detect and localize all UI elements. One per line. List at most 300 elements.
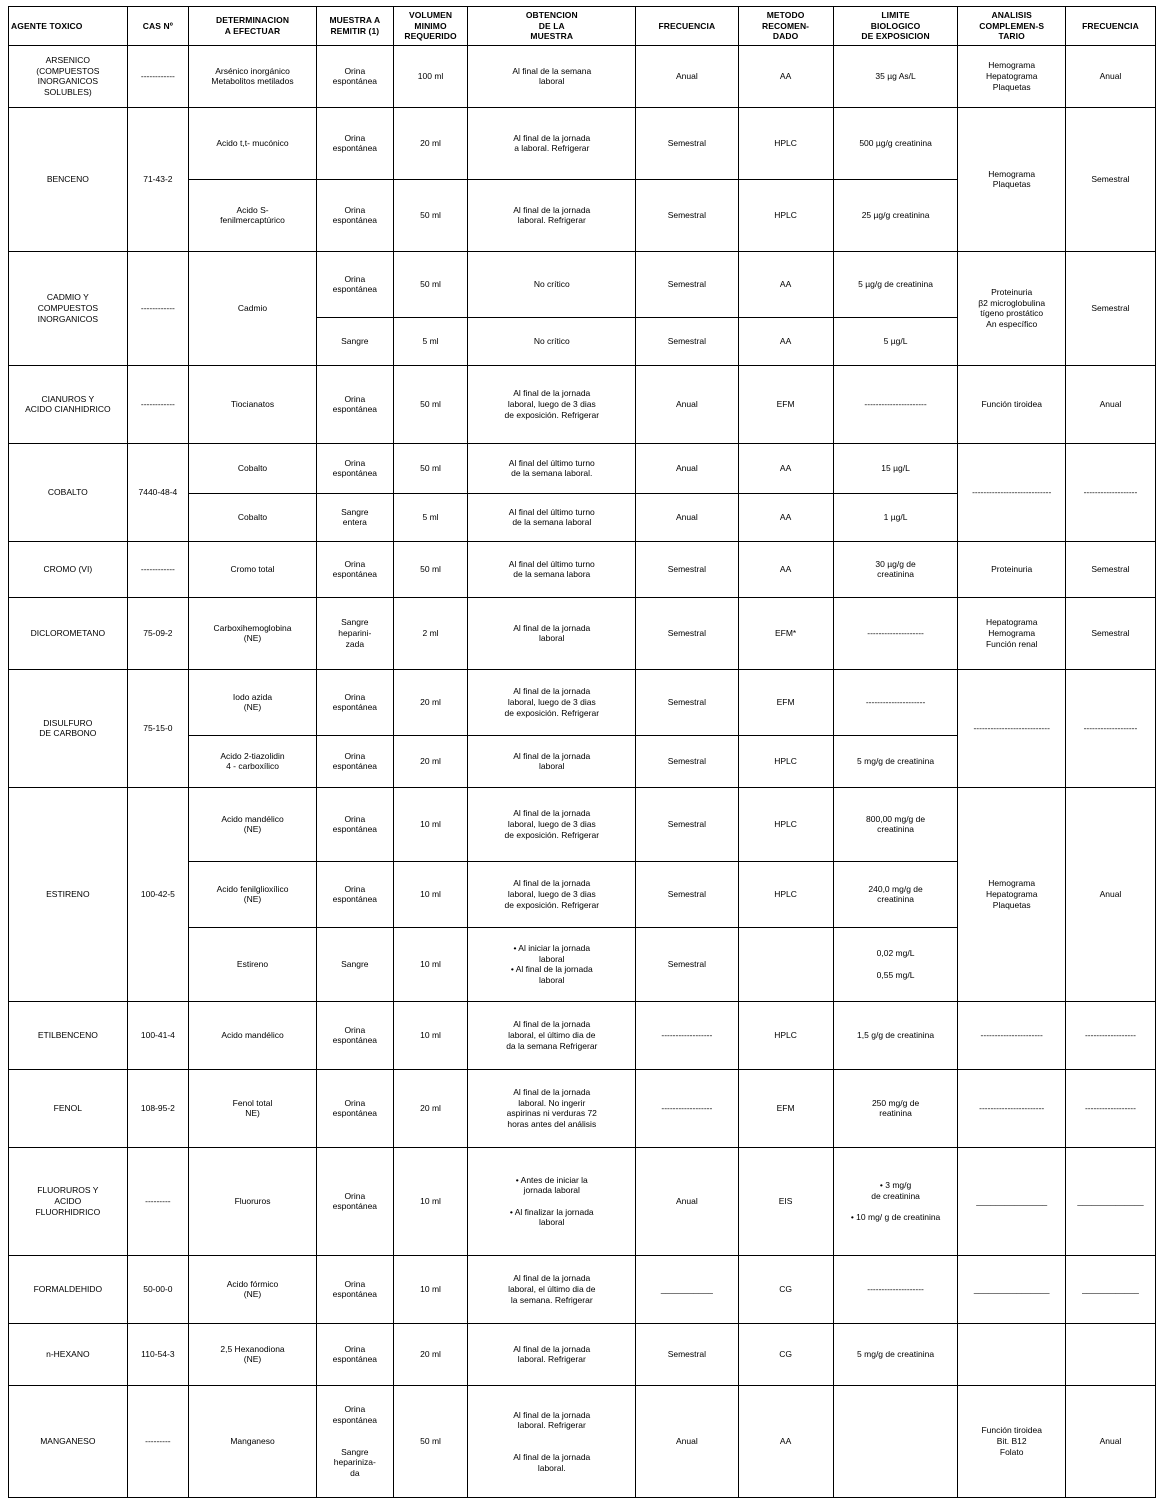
- text-line: Al final de la jornada: [513, 1409, 591, 1420]
- text-line: 2 ml: [422, 628, 439, 639]
- text-line: Anual: [1099, 1436, 1122, 1447]
- cell-limite-biologico: [833, 541, 958, 597]
- text-line: COMPUESTOS: [37, 303, 98, 314]
- cell-determinacion: [189, 597, 317, 669]
- text-line: 20 ml: [420, 756, 441, 767]
- cell-frecuencia-2: [1065, 443, 1155, 541]
- cell-metodo: [738, 735, 833, 787]
- text-line: Semestral: [1091, 628, 1130, 639]
- text-line: n-HEXANO: [46, 1349, 90, 1360]
- cell-limite-biologico: [833, 1385, 958, 1497]
- text-line: de exposición. Refrigerar: [504, 899, 600, 910]
- table-body: [9, 45, 1156, 1497]
- cell-agente-toxico: [9, 1255, 128, 1323]
- cell-muestra: [316, 597, 393, 669]
- column-header-frecuencia: [636, 7, 738, 46]
- text-line: creatinina: [877, 824, 914, 835]
- text-line: Orina: [344, 1097, 366, 1108]
- cell-metodo: [738, 1147, 833, 1255]
- cell-volumen: [393, 365, 468, 443]
- text-line: de exposición. Refrigerar: [504, 707, 600, 718]
- cell-frecuencia-2: [1065, 1001, 1155, 1069]
- text-line: AA: [779, 512, 792, 523]
- text-line: A EFECTUAR: [224, 25, 281, 36]
- cell-limite-biologico: [833, 1255, 958, 1323]
- cell-volumen: [393, 1001, 468, 1069]
- text-line: HPLC: [774, 819, 797, 830]
- text-line: ----------------------: [980, 1030, 1043, 1041]
- cell-cas: 108-95-2: [127, 1069, 188, 1147]
- cell-limite-biologico: [833, 927, 958, 1001]
- text-line: horas antes del análisis: [507, 1119, 597, 1129]
- text-line: DICLOROMETANO: [30, 628, 106, 639]
- cell-limite-biologico: [833, 735, 958, 787]
- text-line: Semestral: [1091, 564, 1130, 575]
- text-line: 50 ml: [420, 463, 441, 474]
- text-line: HPLC: [774, 1030, 797, 1041]
- text-line: Anual: [675, 1196, 698, 1207]
- table-row: [9, 787, 1156, 861]
- text-line: (NE): [243, 633, 262, 644]
- text-line: FENOL: [53, 1103, 83, 1114]
- table-row: [9, 251, 1156, 317]
- text-line: laboral, el último dia de: [508, 1030, 596, 1041]
- text-line: Al final de la jornada: [513, 1019, 591, 1030]
- text-line: espontánea: [332, 1201, 378, 1212]
- table-row: [9, 1323, 1156, 1385]
- cell-obtencion: [468, 1001, 636, 1069]
- text-line: FORMALDEHIDO: [33, 1284, 103, 1295]
- text-line: SOLUBLES): [43, 87, 92, 97]
- text-line: 5 mg/g de creatinina: [857, 1349, 935, 1360]
- text-line: laboral, luego de 3 dias: [507, 697, 596, 708]
- text-line: 10 ml: [420, 959, 441, 970]
- text-line: 35 µg As/L: [875, 71, 916, 82]
- text-line: Acido fórmico: [226, 1278, 279, 1289]
- text-line: Al final de la jornada: [513, 1343, 591, 1354]
- text-line: 5 µg/L: [883, 336, 908, 347]
- cell-frecuencia: [636, 251, 738, 317]
- text-line: Semestral: [1091, 303, 1130, 314]
- cell-frecuencia-2: [1065, 1069, 1155, 1147]
- cell-metodo: [738, 493, 833, 541]
- cell-limite-biologico: [833, 251, 958, 317]
- cell-volumen: [393, 1255, 468, 1323]
- cell-cas: 75-15-0: [127, 669, 188, 787]
- cell-frecuencia: [636, 735, 738, 787]
- text-line: Proteinuria: [991, 287, 1033, 298]
- cell-cas: ---------: [127, 1147, 188, 1255]
- text-line: de la semana laboral: [512, 517, 592, 528]
- text-line: Estireno: [236, 959, 269, 970]
- text-line: FLUORHIDRICO: [35, 1206, 101, 1217]
- text-line: • Antes de iniciar la: [515, 1174, 588, 1185]
- text-line: 10 ml: [420, 889, 441, 900]
- text-line: Acido mandélico: [221, 813, 284, 824]
- cell-metodo: [738, 1001, 833, 1069]
- cell-determinacion: [189, 927, 317, 1001]
- text-line: ____________: [1082, 1284, 1139, 1295]
- text-line: DETERMINACION: [215, 15, 290, 26]
- cell-determinacion: [189, 1323, 317, 1385]
- text-line: • 3 mg/g: [879, 1180, 912, 1191]
- text-line: REMITIR (1): [330, 25, 380, 36]
- text-line: OBTENCION: [525, 10, 578, 20]
- text-line: ANALISIS: [991, 10, 1032, 20]
- cell-frecuencia: [636, 927, 738, 1001]
- cell-cas: 110-54-3: [127, 1323, 188, 1385]
- cell-obtencion: [468, 541, 636, 597]
- text-line: 10 ml: [420, 1030, 441, 1041]
- text-line: AA: [779, 336, 792, 347]
- text-line: Cobalto: [237, 512, 268, 523]
- text-line: Orina: [344, 813, 366, 824]
- text-line: LIMITE: [881, 10, 910, 20]
- cell-agente-toxico: [9, 365, 128, 443]
- table-row: [9, 1147, 1156, 1255]
- text-line: Semestral: [667, 564, 706, 575]
- cell-agente-toxico: [9, 443, 128, 541]
- text-line: 5 µg/g de creatinina: [858, 279, 933, 290]
- text-line: HPLC: [774, 756, 797, 767]
- cell-limite-biologico: [833, 443, 958, 493]
- text-line: AA: [779, 71, 792, 82]
- text-line: DADO: [772, 31, 799, 42]
- cell-obtencion: [468, 1255, 636, 1323]
- text-line: AA: [779, 564, 792, 575]
- cell-analisis-complementario: [958, 669, 1065, 787]
- cell-determinacion: [189, 1385, 317, 1497]
- text-line: Al final del último turno: [508, 506, 595, 517]
- text-line: creatinina: [877, 894, 914, 905]
- cell-agente-toxico: [9, 1385, 128, 1497]
- text-line: Al final de la jornada: [513, 1452, 591, 1462]
- text-line: entera: [342, 517, 367, 528]
- text-line: Folato: [999, 1446, 1024, 1457]
- column-header-volumen: [393, 7, 468, 46]
- cell-limite-biologico: [833, 45, 958, 107]
- text-line: (NE): [243, 1354, 262, 1365]
- cell-analisis-complementario: [958, 365, 1065, 443]
- text-line: de creatinina: [871, 1190, 920, 1201]
- cell-limite-biologico: [833, 597, 958, 669]
- cell-agente-toxico: [9, 251, 128, 365]
- text-line: Orina: [344, 457, 366, 468]
- cell-volumen: [393, 1323, 468, 1385]
- text-line: de exposición. Refrigerar: [504, 409, 600, 420]
- text-line: CROMO (VI): [43, 564, 93, 575]
- text-line: Orina: [344, 558, 366, 569]
- column-header-metodo: [738, 7, 833, 46]
- text-line: espontánea: [332, 76, 378, 87]
- text-line: Semestral: [1091, 174, 1130, 185]
- text-line: DISULFURO: [43, 717, 93, 728]
- cell-volumen: [393, 927, 468, 1001]
- cell-analisis-complementario: [958, 1147, 1065, 1255]
- cell-limite-biologico: [833, 365, 958, 443]
- column-header-limite-biologico: [833, 7, 958, 46]
- text-line: Sangre: [341, 336, 369, 347]
- cell-volumen: [393, 597, 468, 669]
- cell-obtencion: [468, 787, 636, 861]
- cell-volumen: [393, 251, 468, 317]
- text-line: laboral: [539, 761, 565, 772]
- text-line: (NE): [243, 894, 262, 905]
- cell-obtencion: [468, 1385, 636, 1497]
- cell-cas: 75-09-2: [127, 597, 188, 669]
- cell-frecuencia-2: [1065, 251, 1155, 365]
- text-line: espontánea: [332, 143, 378, 154]
- cell-metodo: [738, 1385, 833, 1497]
- cell-volumen: [393, 787, 468, 861]
- text-line: Al final de la jornada: [513, 808, 591, 819]
- text-line: Iodo azida: [232, 691, 273, 702]
- cell-frecuencia: [636, 107, 738, 179]
- column-header-cas: [127, 7, 188, 46]
- cell-frecuencia: [636, 365, 738, 443]
- cell-analisis-complementario: [958, 1069, 1065, 1147]
- cell-agente-toxico: [9, 597, 128, 669]
- text-line: [470, 1431, 633, 1442]
- cell-limite-biologico: [833, 1323, 958, 1385]
- text-line: [470, 1196, 633, 1207]
- cell-frecuencia: [636, 1385, 738, 1497]
- text-line: Semestral: [667, 210, 706, 221]
- text-line: MUESTRA: [530, 31, 574, 42]
- text-line: EFM: [776, 399, 795, 410]
- cell-determinacion: [189, 541, 317, 597]
- cell-metodo: [738, 927, 833, 1001]
- text-line: Anual: [675, 463, 698, 474]
- text-line: espontánea: [332, 702, 378, 713]
- table-header-row: [9, 7, 1156, 46]
- text-line: (COMPUESTOS: [36, 65, 100, 76]
- text-line: espontánea: [332, 284, 378, 295]
- text-line: Al final de la jornada: [513, 622, 591, 633]
- cell-muestra: [316, 1255, 393, 1323]
- text-line: de la semana labora: [513, 569, 591, 580]
- text-line: hepariniza-: [333, 1457, 376, 1468]
- cell-volumen: [393, 1147, 468, 1255]
- cell-frecuencia: [636, 787, 738, 861]
- cell-volumen: [393, 45, 468, 107]
- cell-frecuencia: [636, 1001, 738, 1069]
- text-line: laboral: [539, 1217, 565, 1228]
- cell-obtencion: [468, 45, 636, 107]
- text-line: AA: [779, 279, 792, 290]
- text-line: ______________: [1077, 1196, 1144, 1207]
- text-line: No crítico: [533, 279, 570, 290]
- cell-analisis-complementario: [958, 1385, 1065, 1497]
- text-line: Orina: [344, 1404, 366, 1415]
- text-line: laboral. No ingerir: [518, 1097, 586, 1108]
- cell-muestra: [316, 787, 393, 861]
- cell-obtencion: [468, 107, 636, 179]
- text-line: heparini-: [338, 628, 372, 639]
- text-line: laboral, luego de 3 dias: [507, 889, 596, 900]
- cell-frecuencia: [636, 443, 738, 493]
- column-header-analisis-complementario: [958, 7, 1065, 46]
- text-line: CIANUROS Y: [41, 393, 95, 404]
- text-line: laboral, el último dia de: [508, 1284, 596, 1295]
- text-line: fenilmercaptúrico: [220, 215, 285, 226]
- text-line: de la semana laboral.: [511, 468, 593, 479]
- cell-muestra: [316, 1001, 393, 1069]
- text-line: reatinina: [879, 1108, 912, 1119]
- text-line: 1,5 g/g de creatinina: [857, 1030, 935, 1041]
- cell-cas: 100-41-4: [127, 1001, 188, 1069]
- text-line: HPLC: [774, 138, 797, 149]
- text-line: DE CARBONO: [39, 728, 97, 739]
- table-row: [9, 1001, 1156, 1069]
- text-line: Orina: [344, 273, 366, 284]
- text-line: Acido t,t- mucónico: [216, 138, 289, 149]
- text-line: Metabolitos metilados: [211, 76, 294, 87]
- cell-cas: 50-00-0: [127, 1255, 188, 1323]
- text-line: Al final de la jornada: [513, 388, 591, 399]
- text-line: laboral.: [537, 1462, 566, 1473]
- cell-frecuencia: [636, 861, 738, 927]
- text-line: Sangre: [341, 959, 369, 970]
- text-line: CG: [779, 1284, 792, 1295]
- cell-analisis-complementario: [958, 1323, 1065, 1385]
- cell-muestra: [316, 1147, 393, 1255]
- text-line: FLUORUROS Y: [37, 1185, 99, 1196]
- cell-volumen: [393, 443, 468, 493]
- text-line: Cobalto: [237, 463, 268, 474]
- text-line: Semestral: [667, 628, 706, 639]
- text-line: Al final de la semana: [512, 65, 592, 76]
- text-line: ------------------: [1084, 1103, 1136, 1114]
- column-header-agente-toxico: [9, 7, 128, 46]
- text-line: Anual: [675, 71, 698, 82]
- text-line: --------------------: [867, 1284, 924, 1295]
- table-row: [9, 1069, 1156, 1147]
- cell-frecuencia-2: [1065, 669, 1155, 787]
- text-line: Semestral: [667, 336, 706, 347]
- text-line: Cadmio: [237, 303, 268, 314]
- text-line: (NE): [243, 1289, 262, 1300]
- cell-metodo: [738, 541, 833, 597]
- cell-muestra: [316, 1385, 393, 1497]
- cell-muestra: [316, 493, 393, 541]
- text-line: Sangre: [341, 1446, 369, 1457]
- text-line: An específico: [986, 319, 1038, 329]
- cell-muestra: [316, 669, 393, 735]
- text-line: Bit. B12: [996, 1436, 1027, 1447]
- text-line: ------------------: [1084, 1030, 1136, 1041]
- text-line: ---------------------------: [973, 723, 1050, 734]
- cell-muestra: [316, 45, 393, 107]
- text-line: Al final de la jornada: [513, 878, 591, 889]
- text-line: Semestral: [667, 889, 706, 900]
- text-line: CAS Nº: [142, 20, 173, 31]
- text-line: 5 ml: [422, 512, 439, 523]
- cell-analisis-complementario: [958, 107, 1065, 251]
- text-line: 50 ml: [420, 564, 441, 575]
- cell-limite-biologico: [833, 317, 958, 365]
- text-line: INORGANICOS: [37, 313, 99, 324]
- cell-frecuencia: [636, 317, 738, 365]
- cell-metodo: [738, 861, 833, 927]
- text-line: -------------------: [1083, 487, 1138, 498]
- cell-determinacion: [189, 861, 317, 927]
- text-line: Al final de la jornada: [513, 1273, 591, 1284]
- cell-frecuencia: [636, 541, 738, 597]
- cell-obtencion: [468, 927, 636, 1001]
- text-line: 50 ml: [420, 279, 441, 290]
- text-line: BIOLOGICO: [870, 20, 921, 31]
- cell-frecuencia: [636, 1255, 738, 1323]
- text-line: COBALTO: [47, 487, 88, 498]
- text-line: No crítico: [533, 336, 570, 347]
- cell-metodo: [738, 597, 833, 669]
- text-line: Anual: [675, 512, 698, 523]
- column-header-frecuencia-2: [1065, 7, 1155, 46]
- cell-analisis-complementario: [958, 541, 1065, 597]
- text-line: • 10 mg/ g de creatinina: [850, 1212, 941, 1222]
- cell-limite-biologico: [833, 787, 958, 861]
- cell-obtencion: [468, 1323, 636, 1385]
- text-line: espontánea: [332, 824, 378, 835]
- cell-agente-toxico: [9, 669, 128, 787]
- text-line: da: [350, 1467, 360, 1478]
- cell-analisis-complementario: [958, 1001, 1065, 1069]
- text-line: _______________: [976, 1196, 1048, 1207]
- cell-frecuencia-2: [1065, 1323, 1155, 1385]
- text-line: Al final de la jornada: [513, 1087, 591, 1098]
- cell-muestra: [316, 735, 393, 787]
- cell-cas: ---------: [127, 1385, 188, 1497]
- text-line: laboral: [539, 975, 565, 985]
- text-line: Semestral: [667, 756, 706, 767]
- text-line: jornada laboral: [523, 1185, 580, 1196]
- text-line: Hemograma: [988, 168, 1036, 179]
- text-line: 250 mg/g de: [871, 1097, 920, 1108]
- cell-metodo: [738, 1255, 833, 1323]
- text-line: 10 ml: [420, 1284, 441, 1295]
- cell-agente-toxico: [9, 1001, 128, 1069]
- text-line: Acido S-: [236, 204, 269, 215]
- cell-determinacion: [189, 251, 317, 365]
- text-line: Hemograma: [988, 628, 1036, 639]
- toxic-agents-table: [8, 6, 1156, 1498]
- cell-cas: 100-42-5: [127, 787, 188, 1001]
- cell-volumen: [393, 861, 468, 927]
- cell-obtencion: [468, 179, 636, 251]
- cell-muestra: [316, 317, 393, 365]
- cell-agente-toxico: [9, 45, 128, 107]
- cell-obtencion: [468, 443, 636, 493]
- text-line: Orina: [344, 65, 366, 76]
- cell-limite-biologico: [833, 1069, 958, 1147]
- table-row: [9, 45, 1156, 107]
- text-line: ACIDO CIANHIDRICO: [25, 404, 111, 415]
- cell-frecuencia: [636, 597, 738, 669]
- cell-cas: ------------: [127, 251, 188, 365]
- text-line: Anual: [1099, 399, 1122, 410]
- text-line: VOLUMEN: [408, 10, 453, 20]
- cell-analisis-complementario: [958, 251, 1065, 365]
- cell-frecuencia-2: [1065, 541, 1155, 597]
- text-line: espontánea: [332, 1354, 378, 1365]
- cell-frecuencia-2: [1065, 597, 1155, 669]
- text-line: CG: [779, 1349, 792, 1360]
- text-line: 20 ml: [420, 1349, 441, 1360]
- text-line: CADMIO Y: [46, 292, 89, 303]
- text-line: laboral. Refrigerar: [517, 1420, 586, 1431]
- text-line: Acido mandélico: [221, 1030, 284, 1041]
